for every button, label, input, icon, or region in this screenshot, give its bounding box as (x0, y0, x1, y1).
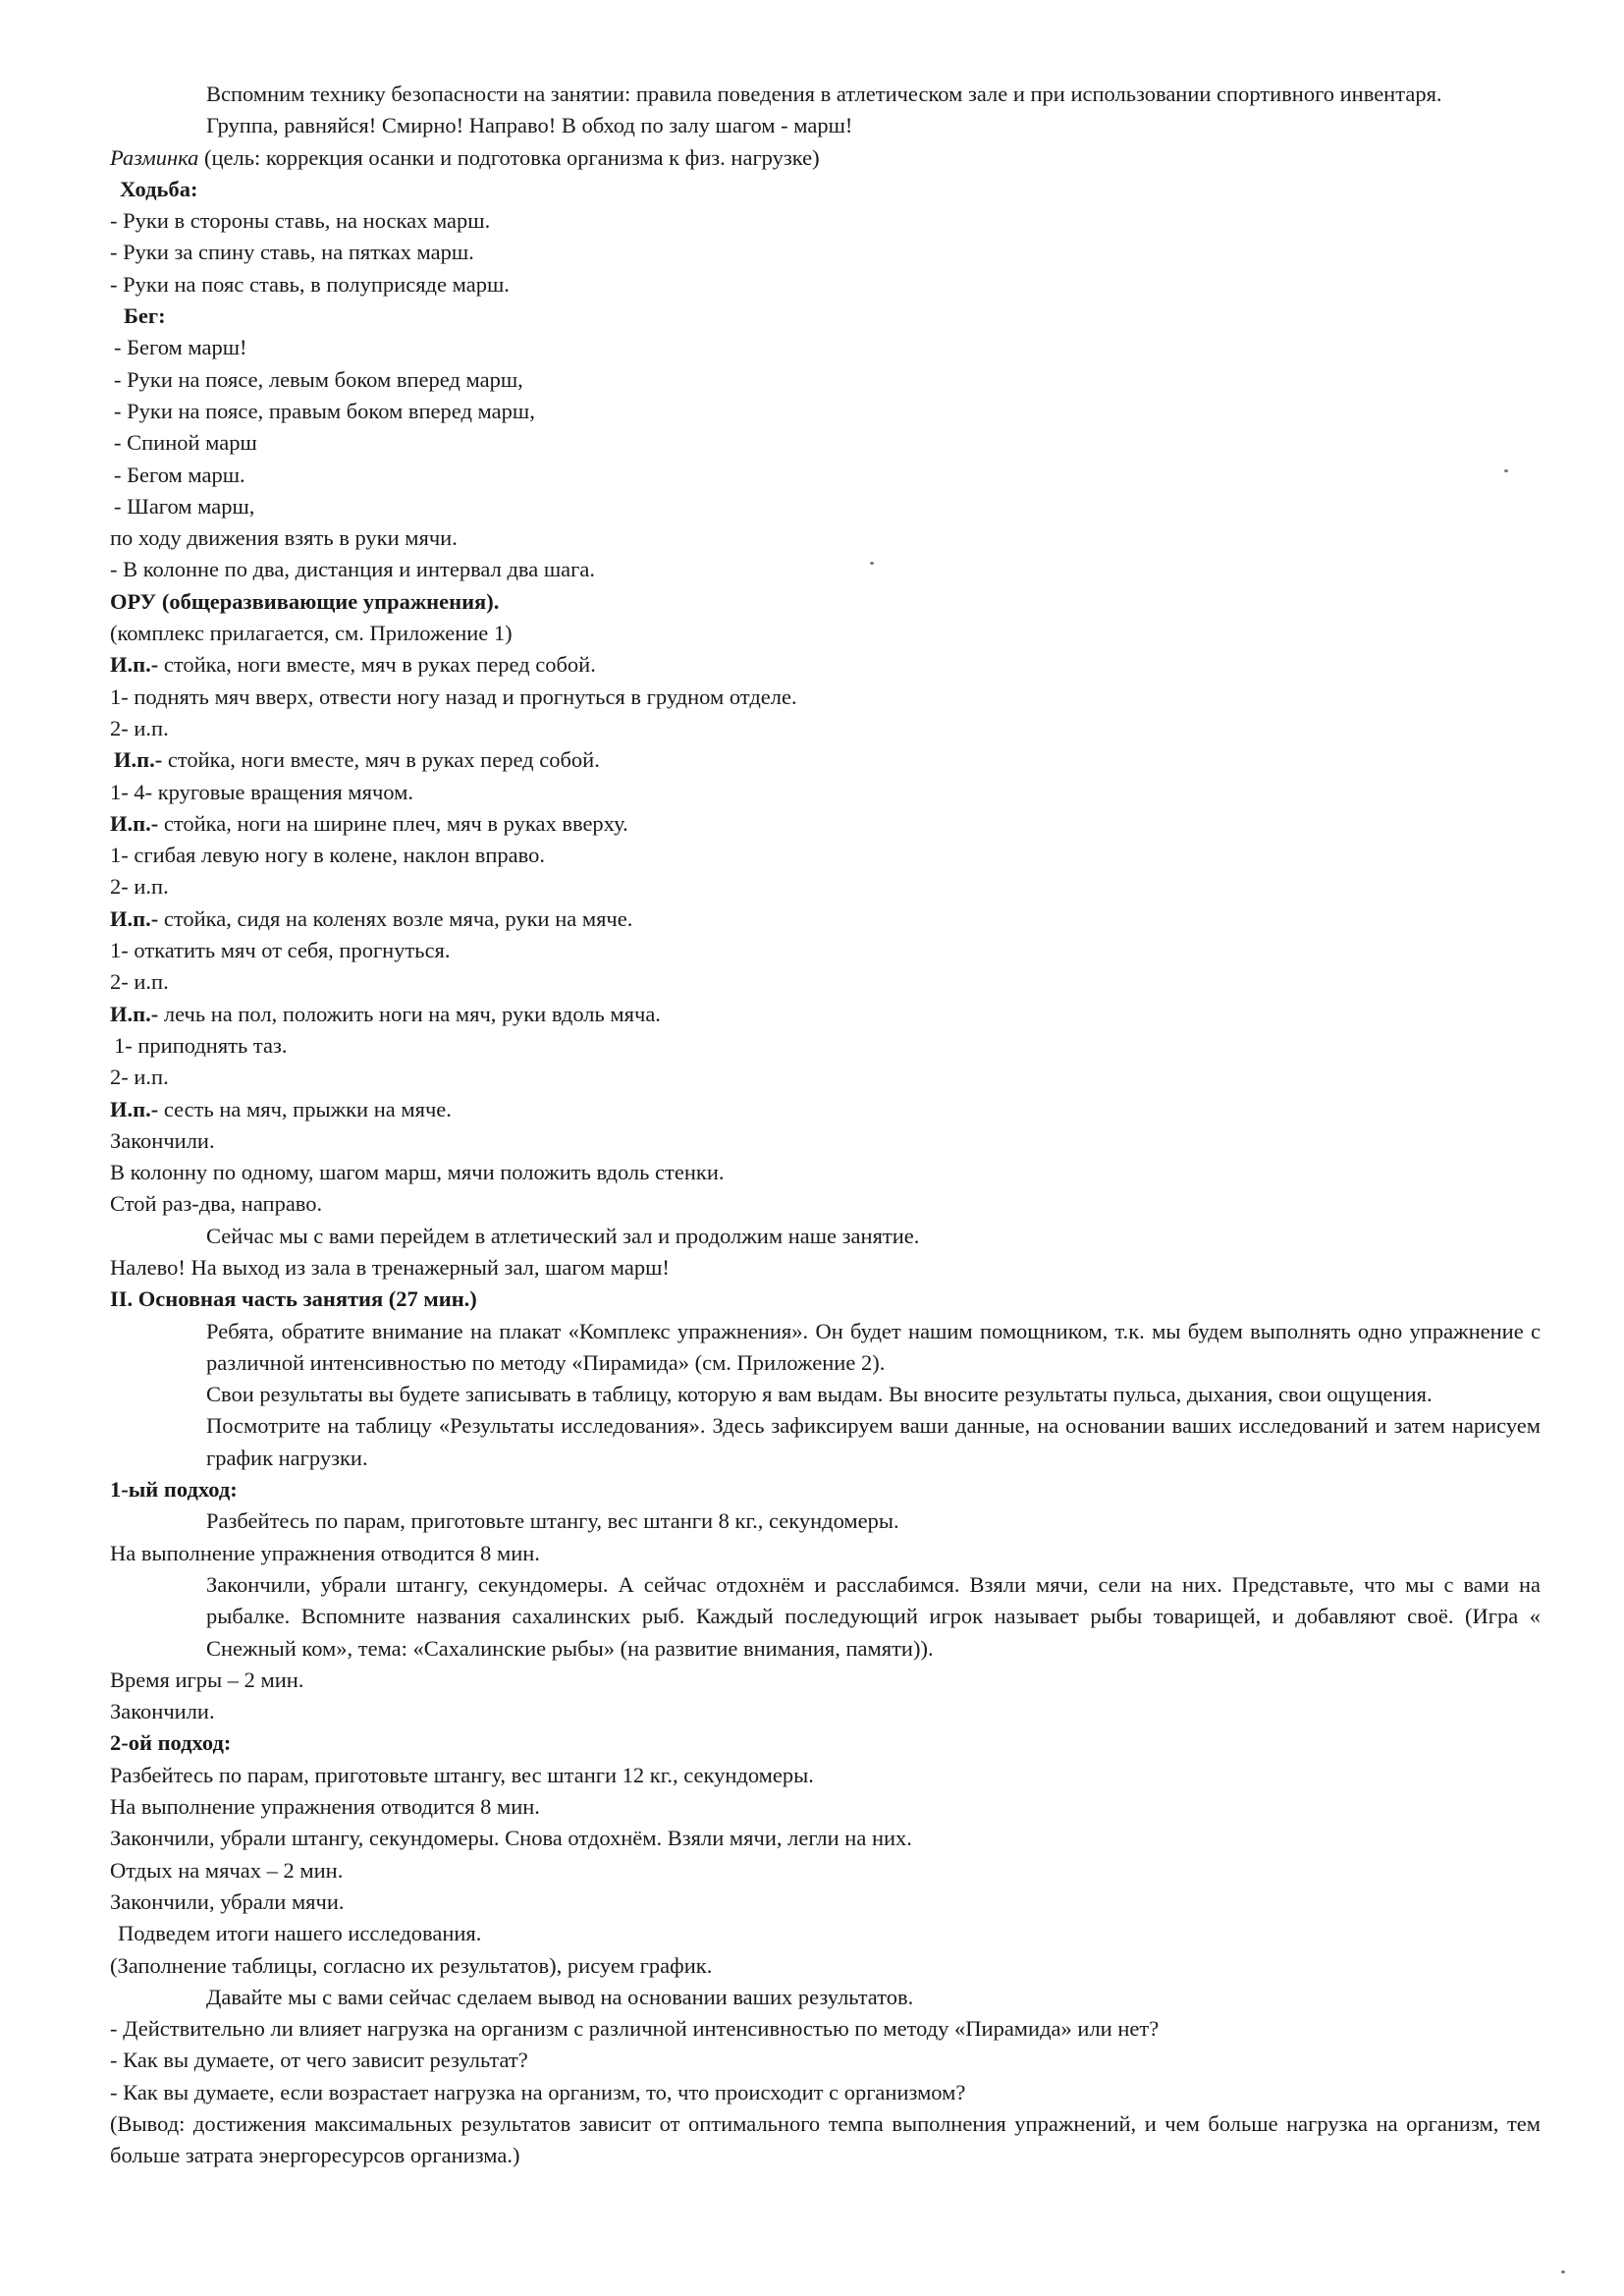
exercise-start (110, 999, 1541, 1030)
running-item: - Бегом марш. (114, 462, 245, 487)
exercise-start (110, 808, 1541, 840)
ip-label: И.п.- (110, 1096, 159, 1121)
set1-time: На выполнение упражнения отводится 8 мин. (110, 1540, 540, 1565)
question-item: - Действительно ли влияет нагрузка на организм с различной интенсивностью по методу «Пирамида» или нет? (110, 2016, 1160, 2042)
running-columns: - В колонне по два, дистанция и интервал два шага. (110, 557, 595, 582)
ip-text: стойка, ноги вместе, мяч в руках перед собой. (158, 652, 596, 678)
oru-heading: ОРУ (общеразвивающие упражнения). (110, 588, 500, 614)
warmup-line (110, 142, 1541, 174)
running-balls: по ходу движения взять в руки мячи. (110, 525, 458, 551)
exercise-start (110, 744, 1541, 776)
walking-item: - Руки за спину ставь, на пятках марш. (110, 240, 474, 265)
running-item: - Руки на поясе, правым боком вперед марш, (114, 398, 535, 423)
question-item: - Как вы думаете, от чего зависит результат? (110, 2048, 528, 2073)
main-heading: II. Основная часть занятия (27 мин.) (110, 1286, 477, 1312)
set1-pairs: Разбейтесь по парам, приготовьте штангу, вес штанги 8 кг., секундомеры. (206, 1508, 899, 1534)
exercise-step: 1- 4- круговые вращения мячом. (110, 779, 413, 804)
set2-time: На выполнение упражнения отводится 8 мин. (110, 1794, 540, 1820)
ip-text: стойка, сидя на коленях возле мяча, руки на мяче. (158, 905, 633, 931)
oru-finish: Закончили. (110, 1127, 215, 1153)
exercise-step: 2- и.п. (110, 969, 169, 995)
set2-rest: Закончили, убрали штангу, секундомеры. Снова отдохнём. Взяли мячи, легли на них. (110, 1826, 912, 1851)
scan-speck (1561, 2270, 1565, 2273)
ip-label: И.п.- (110, 1001, 159, 1026)
set2-rest-time: Отдых на мячах – 2 мин. (110, 1857, 344, 1883)
oru-column: В колонну по одному, шагом марш, мячи положить вдоль стенки. (110, 1160, 725, 1185)
ip-text: стойка, ноги на ширине плеч, мяч в руках вверху. (158, 810, 628, 836)
warmup-label: Разминка (110, 144, 199, 170)
warmup-goal: (цель: коррекция осанки и подготовка организма к физ. нагрузке) (198, 144, 820, 170)
conclusion-paragraph: (Вывод: достижения максимальных результатов зависит от оптимального темпа выполнения упражнений, и чем больше нагрузка на организм, тем больше затрата энергоресурсов организма.) (110, 2111, 1541, 2168)
walking-item: - Руки в стороны ставь, на носках марш. (110, 208, 491, 234)
running-item: - Бегом марш! (114, 335, 247, 360)
set2-summary: Подведем итоги нашего исследования. (118, 1921, 482, 1946)
exercise-step: 1- поднять мяч вверх, отвести ногу назад и прогнуться в грудном отделе. (110, 683, 797, 709)
ip-label: И.п.- (114, 747, 163, 773)
oru-move: Сейчас мы с вами перейдем в атлетический зал и продолжим наше занятие. (206, 1223, 920, 1248)
set1-rest: Закончили, убрали штангу, секундомеры. А сейчас отдохнём и расслабимся. Взяли мячи, сели на них. Представьте, что мы с вами на рыбалке. Вспомните названия сахалинских рыб. Каждый последующий игрок называет рыбы товарищей, и добавляют своё. (Игра « Снежный ком», тема: «Сахалинские рыбы» (на развитие внимания, памяти)). (206, 1571, 1541, 1661)
exercise-step: 2- и.п. (110, 1065, 169, 1090)
set1-heading: 1-ый подход: (110, 1477, 238, 1503)
ip-text: сесть на мяч, прыжки на мяче. (158, 1096, 452, 1121)
document-page (110, 79, 1541, 2172)
safety-paragraph: Вспомним технику безопасности на занятии: правила поведения в атлетическом зале и при использовании спортивного инвентаря. (206, 82, 1442, 106)
walking-item: - Руки на пояс ставь, в полуприсяде марш. (110, 271, 510, 297)
oru-exit: Налево! На выход из зала в тренажерный зал, шагом марш! (110, 1254, 670, 1280)
set2-pairs: Разбейтесь по парам, приготовьте штангу, вес штанги 12 кг., секундомеры. (110, 1762, 814, 1787)
walking-heading: Ходьба: (120, 176, 198, 201)
exercise-start (110, 649, 1541, 681)
main-paragraph: Посмотрите на таблицу «Результаты исследования». Здесь зафиксируем ваши данные, на основании ваших исследований и затем нарисуем график нагрузки. (206, 1413, 1541, 1470)
ip-label: И.п.- (110, 810, 159, 836)
exercise-step: 2- и.п. (110, 874, 169, 900)
set2-conclude: Давайте мы с вами сейчас сделаем вывод на основании ваших результатов. (206, 1984, 914, 2009)
ip-label: И.п.- (110, 905, 159, 931)
exercise-step: 1- сгибая левую ногу в колене, наклон вправо. (110, 843, 546, 868)
ip-text: лечь на пол, положить ноги на мяч, руки вдоль мяча. (158, 1001, 661, 1026)
exercise-step: 1- приподнять таз. (114, 1032, 288, 1058)
oru-note: (комплекс прилагается, см. Приложение 1) (110, 621, 513, 646)
ip-label: И.п.- (110, 652, 159, 678)
set1-finish: Закончили. (110, 1699, 215, 1724)
exercise-start (110, 1094, 1541, 1125)
set2-fill: (Заполнение таблицы, согласно их результатов), рисуем график. (110, 1952, 713, 1978)
set2-finish: Закончили, убрали мячи. (110, 1888, 345, 1914)
running-heading: Бег: (124, 303, 166, 329)
exercise-step: 1- откатить мяч от себя, прогнуться. (110, 938, 451, 963)
running-item: - Шагом марш, (114, 493, 255, 519)
oru-halt: Стой раз-два, направо. (110, 1191, 323, 1217)
command-line: Группа, равняйся! Смирно! Направо! В обход по залу шагом - марш! (206, 113, 853, 138)
running-item: - Руки на поясе, левым боком вперед марш, (114, 366, 523, 392)
main-paragraph: Ребята, обратите внимание на плакат «Комплекс упражнения». Он будет нашим помощником, т.к. мы будем выполнять одно упражнение с различной интенсивностью по методу «Пирамида» (см. Приложение 2). (206, 1318, 1541, 1375)
ip-text: стойка, ноги вместе, мяч в руках перед собой. (162, 747, 600, 773)
set1-game-time: Время игры – 2 мин. (110, 1667, 304, 1692)
question-item: - Как вы думаете, если возрастает нагрузка на организм, то, что происходит с организмом? (110, 2079, 966, 2105)
exercise-step: 2- и.п. (110, 715, 169, 740)
set2-heading: 2-ой подход: (110, 1730, 232, 1756)
exercise-start (110, 903, 1541, 935)
running-item: - Спиной марш (114, 430, 257, 456)
main-paragraph: Свои результаты вы будете записывать в таблицу, которую я вам выдам. Вы вносите результаты пульса, дыхания, свои ощущения. (206, 1382, 1433, 1407)
